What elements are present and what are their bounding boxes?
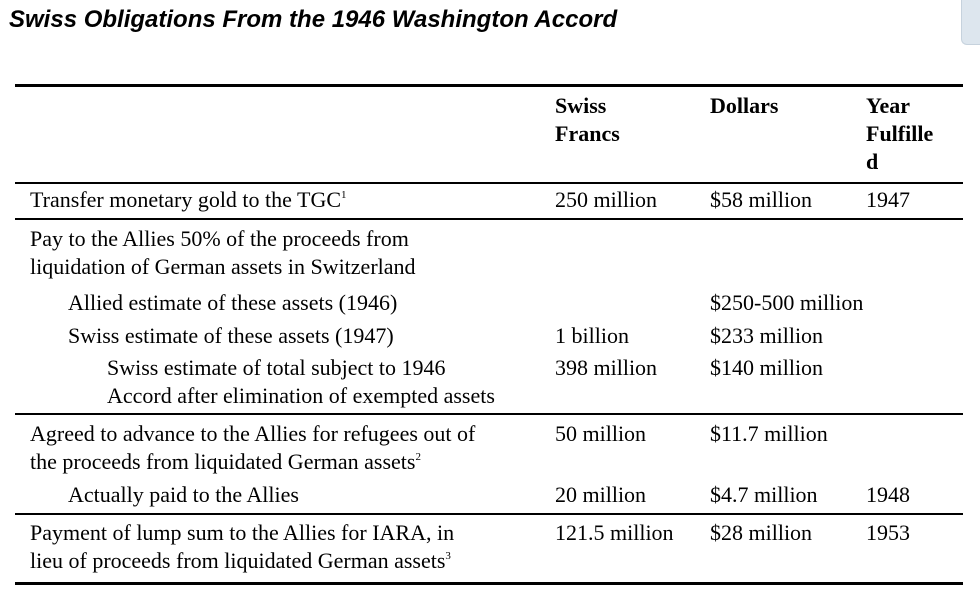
table-top-rule xyxy=(15,84,963,87)
row-swiss-label: Swiss estimate of these assets (1947) xyxy=(68,323,394,348)
row-advance-label-line1: Agreed to advance to the Allies for refugees out of xyxy=(30,421,476,446)
row-lump-francs: 121.5 million xyxy=(555,520,674,545)
header-francs-line2: Francs xyxy=(555,121,620,146)
row-lump-dollars: $28 million xyxy=(710,520,813,545)
row-subject-dollars: $140 million xyxy=(710,355,824,380)
row-lump-label-line1: Payment of lump sum to the Allies for IARA, in xyxy=(30,520,455,545)
row-rule-2 xyxy=(15,413,963,415)
row-swiss-dollars: $233 million xyxy=(710,323,824,348)
header-year-line3: d xyxy=(866,149,879,174)
row-advance-francs: 50 million xyxy=(555,421,647,446)
row-gold-dollars: $58 million xyxy=(710,187,813,212)
row-allied-label: Allied estimate of these assets (1946) xyxy=(68,290,398,315)
table-bottom-rule xyxy=(15,582,963,585)
row-gold-label: Transfer monetary gold to the TGC$^1$ xyxy=(30,187,347,212)
row-gold-francs: 250 million xyxy=(555,187,658,212)
row-subject-francs: 398 million xyxy=(555,355,658,380)
row-subject-label-line1: Swiss estimate of total subject to 1946 xyxy=(107,355,446,380)
header-dollars: Dollars xyxy=(710,93,779,118)
row-paid-year: 1948 xyxy=(866,482,910,507)
row-paid-francs: 20 million xyxy=(555,482,647,507)
row-advance-dollars: $11.7 million xyxy=(710,421,828,446)
row-paid-label: Actually paid to the Allies xyxy=(68,482,299,507)
row-pay-label-line1: Pay to the Allies 50% of the proceeds from xyxy=(30,226,409,251)
header-rule xyxy=(15,182,963,184)
row-advance-label-line2: the proceeds from liquidated German assets$^2$ xyxy=(30,449,421,474)
row-gold-year: 1947 xyxy=(866,187,910,212)
row-lump-year: 1953 xyxy=(866,520,910,545)
row-swiss-francs: 1 billion xyxy=(555,323,629,348)
page-title: Swiss Obligations From the 1946 Washington Accord xyxy=(9,6,618,33)
row-rule-3 xyxy=(15,513,963,515)
corner-tab[interactable] xyxy=(961,0,980,45)
row-paid-dollars: $4.7 million xyxy=(710,482,818,507)
row-lump-label-line2: lieu of proceeds from liquidated German assets$^3$ xyxy=(30,548,451,573)
row-subject-label-line2: Accord after elimination of exempted assets xyxy=(107,383,495,408)
row-rule-1 xyxy=(15,218,963,220)
header-year-line1: Year xyxy=(866,93,910,118)
footnote-2: 2 xyxy=(415,451,421,463)
header-year-line2: Fulfille xyxy=(866,121,934,146)
header-francs-line1: Swiss xyxy=(555,93,607,118)
footnote-3: 3 xyxy=(445,550,451,562)
row-allied-dollars: $250-500 million xyxy=(710,290,864,315)
footnote-1: 1 xyxy=(341,189,347,201)
row-pay-label-line2: liquidation of German assets in Switzerland xyxy=(30,254,416,279)
